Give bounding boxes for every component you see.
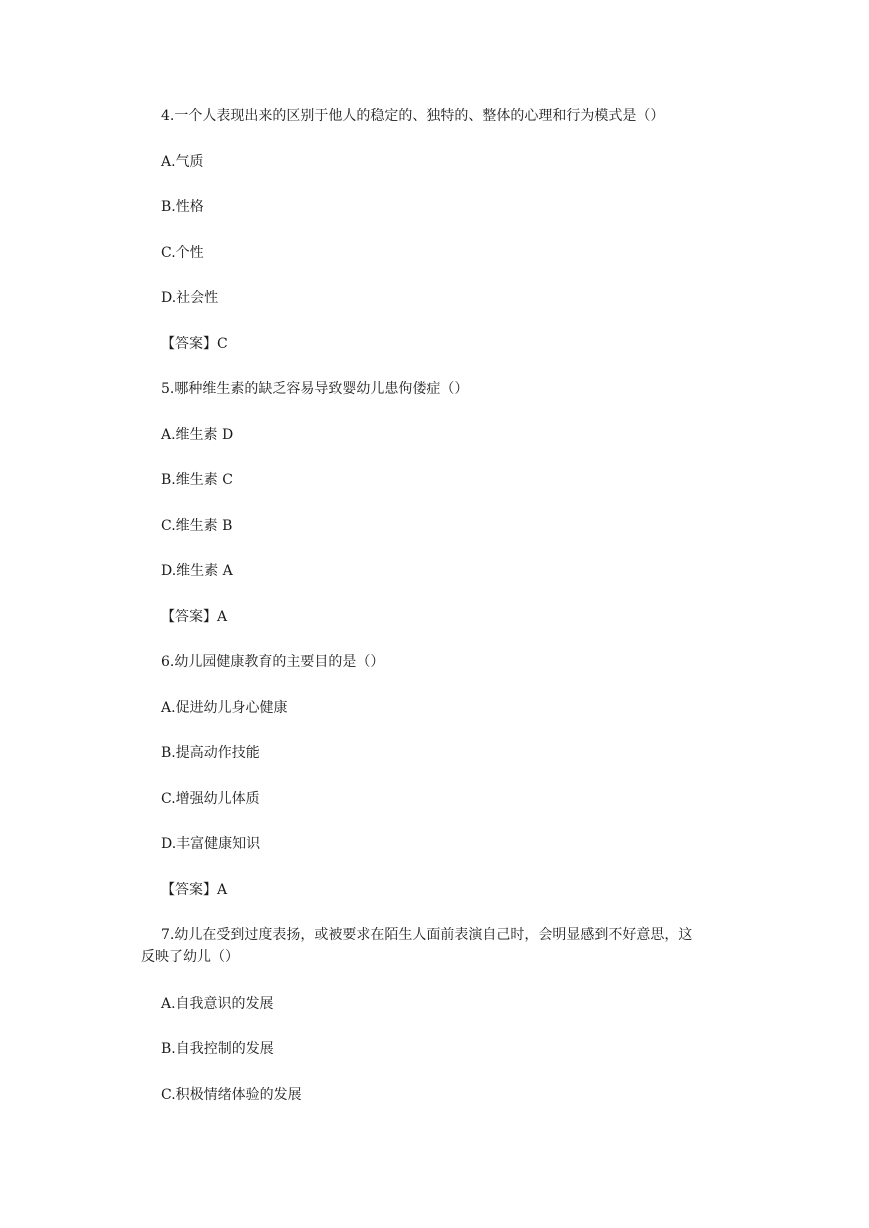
question-6-option-b: B.提高动作技能 [161, 745, 260, 761]
question-5-option-b: B.维生素 C [161, 472, 233, 488]
question-5-answer: 【答案】A [161, 609, 228, 625]
question-7-option-b: B.自我控制的发展 [161, 1041, 274, 1057]
question-6-answer: 【答案】A [161, 882, 228, 898]
question-4-stem: 4.一个人表现出来的区别于他人的稳定的、独特的、整体的心理和行为模式是（） [161, 108, 665, 124]
question-4-option-c: C.个性 [161, 245, 204, 261]
question-4-answer: 【答案】C [161, 336, 228, 352]
question-6-option-a: A.促进幼儿身心健康 [161, 700, 288, 716]
question-7-option-a: A.自我意识的发展 [161, 996, 274, 1012]
question-5-option-a: A.维生素 D [161, 427, 234, 443]
question-6-option-d: D.丰富健康知识 [161, 836, 261, 852]
question-5-stem: 5.哪种维生素的缺乏容易导致婴幼儿患佝偻症（） [161, 381, 469, 397]
question-5-option-c: C.维生素 B [161, 518, 233, 534]
question-4-option-b: B.性格 [161, 199, 204, 215]
question-5-option-d: D.维生素 A [161, 563, 233, 579]
question-6-option-c: C.增强幼儿体质 [161, 791, 260, 807]
question-4-option-d: D.社会性 [161, 290, 219, 306]
question-7-option-c: C.积极情绪体验的发展 [161, 1087, 302, 1103]
question-7-stem-line1: 7.幼儿在受到过度表扬，或被要求在陌生人面前表演自己时，会明显感到不好意思，这 [161, 927, 693, 943]
question-4-option-a: A.气质 [161, 154, 204, 170]
question-6-stem: 6.幼儿园健康教育的主要目的是（） [161, 654, 385, 670]
question-7-stem-line2: 反映了幼儿（） [141, 949, 239, 965]
